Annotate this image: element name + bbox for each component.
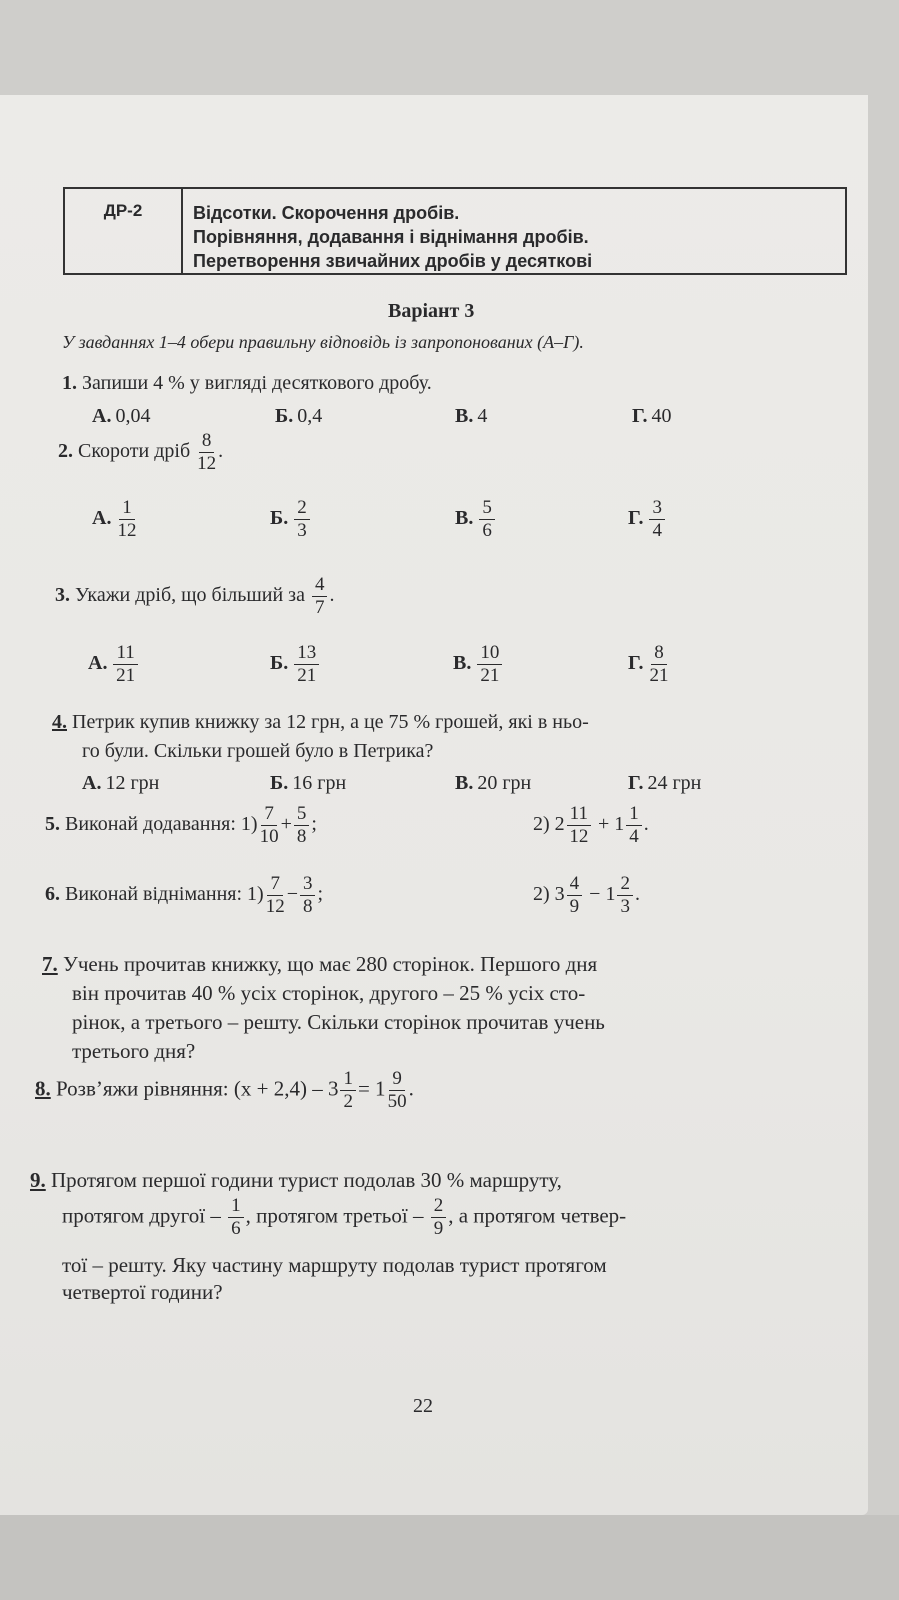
instruction: У завданнях 1–4 обери правильну відповідь із запропонованих (А–Г).	[62, 332, 584, 352]
option-b: Б. $\frac{2}{3}$	[270, 497, 312, 542]
option-c: В. $\frac{5}{6}$	[455, 497, 497, 542]
task-9-line-4: четвертої години?	[62, 1280, 223, 1304]
task-9-line-2: протягом другої – $\frac{1}{6}$ , протягом третьої – $\frac{2}{9}$ , а протягом четвер-	[62, 1195, 627, 1239]
task-2: 2. Скороти дріб $\frac{8}{12}$ .	[58, 430, 224, 474]
option-b: Б. $\frac{13}{21}$	[270, 642, 321, 687]
option-d: Г. 24 грн	[628, 772, 702, 794]
section-code: ДР-2	[65, 189, 183, 273]
variant-title: Варіант 3	[388, 300, 475, 322]
task-9-line-3: тої – решту. Яку частину маршруту подолав турист протягом	[62, 1253, 607, 1277]
option-c: В. $\frac{10}{21}$	[453, 642, 504, 687]
option-b: Б. 0,4	[275, 405, 323, 427]
section-title-line: Перетворення звичайних дробів у десяткові	[193, 251, 593, 271]
option-a: А. $\frac{1}{12}$	[92, 497, 137, 541]
task-7: 7. Учень прочитав книжку, що має 280 сторінок. Першого дня він прочитав 40 % усіх сторінок, другого – 25 % усіх сто- рінок, а третього – решту. Скільки сторінок прочитав учень третього дня?	[42, 952, 605, 1063]
task-3: 3. Укажи дріб, що більший за $\frac{4}{7}$ .	[55, 574, 335, 618]
table-surface	[0, 1515, 899, 1600]
option-a: А. 12 грн	[82, 772, 160, 794]
task-6-part-2: 2) 3 $\frac{4}{9}$ − 1 $\frac{2}{3}$ .	[533, 873, 640, 917]
option-c: В. 4	[455, 405, 488, 427]
option-a: А. $\frac{11}{21}$	[88, 642, 140, 687]
section-title-line: Відсотки. Скорочення дробів.	[193, 203, 460, 223]
task-1: 1. Запиши 4 % у вигляді десяткового дробу.	[62, 372, 432, 394]
section-title-line: Порівняння, додавання і віднімання дробів.	[193, 227, 589, 247]
option-d: Г. $\frac{8}{21}$	[628, 642, 669, 686]
task-4: 4. Петрик купив книжку за 12 грн, а це 75 % грошей, які в ньо- го були. Скільки грошей було в Петрика?	[52, 711, 589, 762]
option-b: Б. 16 грн	[270, 772, 347, 794]
task-6: 6. Виконай віднімання: 1) $\frac{7}{12}$ − $\frac{3}{8}$ ;	[45, 873, 324, 917]
option-a: А. 0,04	[92, 405, 151, 427]
option-d: Г. 40	[632, 405, 672, 427]
section-header-box	[63, 187, 847, 275]
page-number: 22	[413, 1395, 433, 1417]
task-8: 8. Розв’яжи рівняння: (x + 2,4) – 3 $\frac{1}{2}$ = 1 $\frac{9}{50}$ .	[35, 1068, 414, 1112]
task-5: 5. Виконай додавання: 1) $\frac{7}{10}$ + $\frac{5}{8}$ ;	[45, 803, 317, 847]
option-d: Г. $\frac{3}{4}$	[628, 497, 667, 542]
option-c: В. 20 грн	[455, 772, 532, 794]
task-9: 9. Протягом першої години турист подолав 30 % маршруту,	[30, 1168, 562, 1192]
task-5-part-2: 2) 2 $\frac{11}{12}$ + 1 $\frac{1}{4}$ .	[533, 803, 649, 847]
